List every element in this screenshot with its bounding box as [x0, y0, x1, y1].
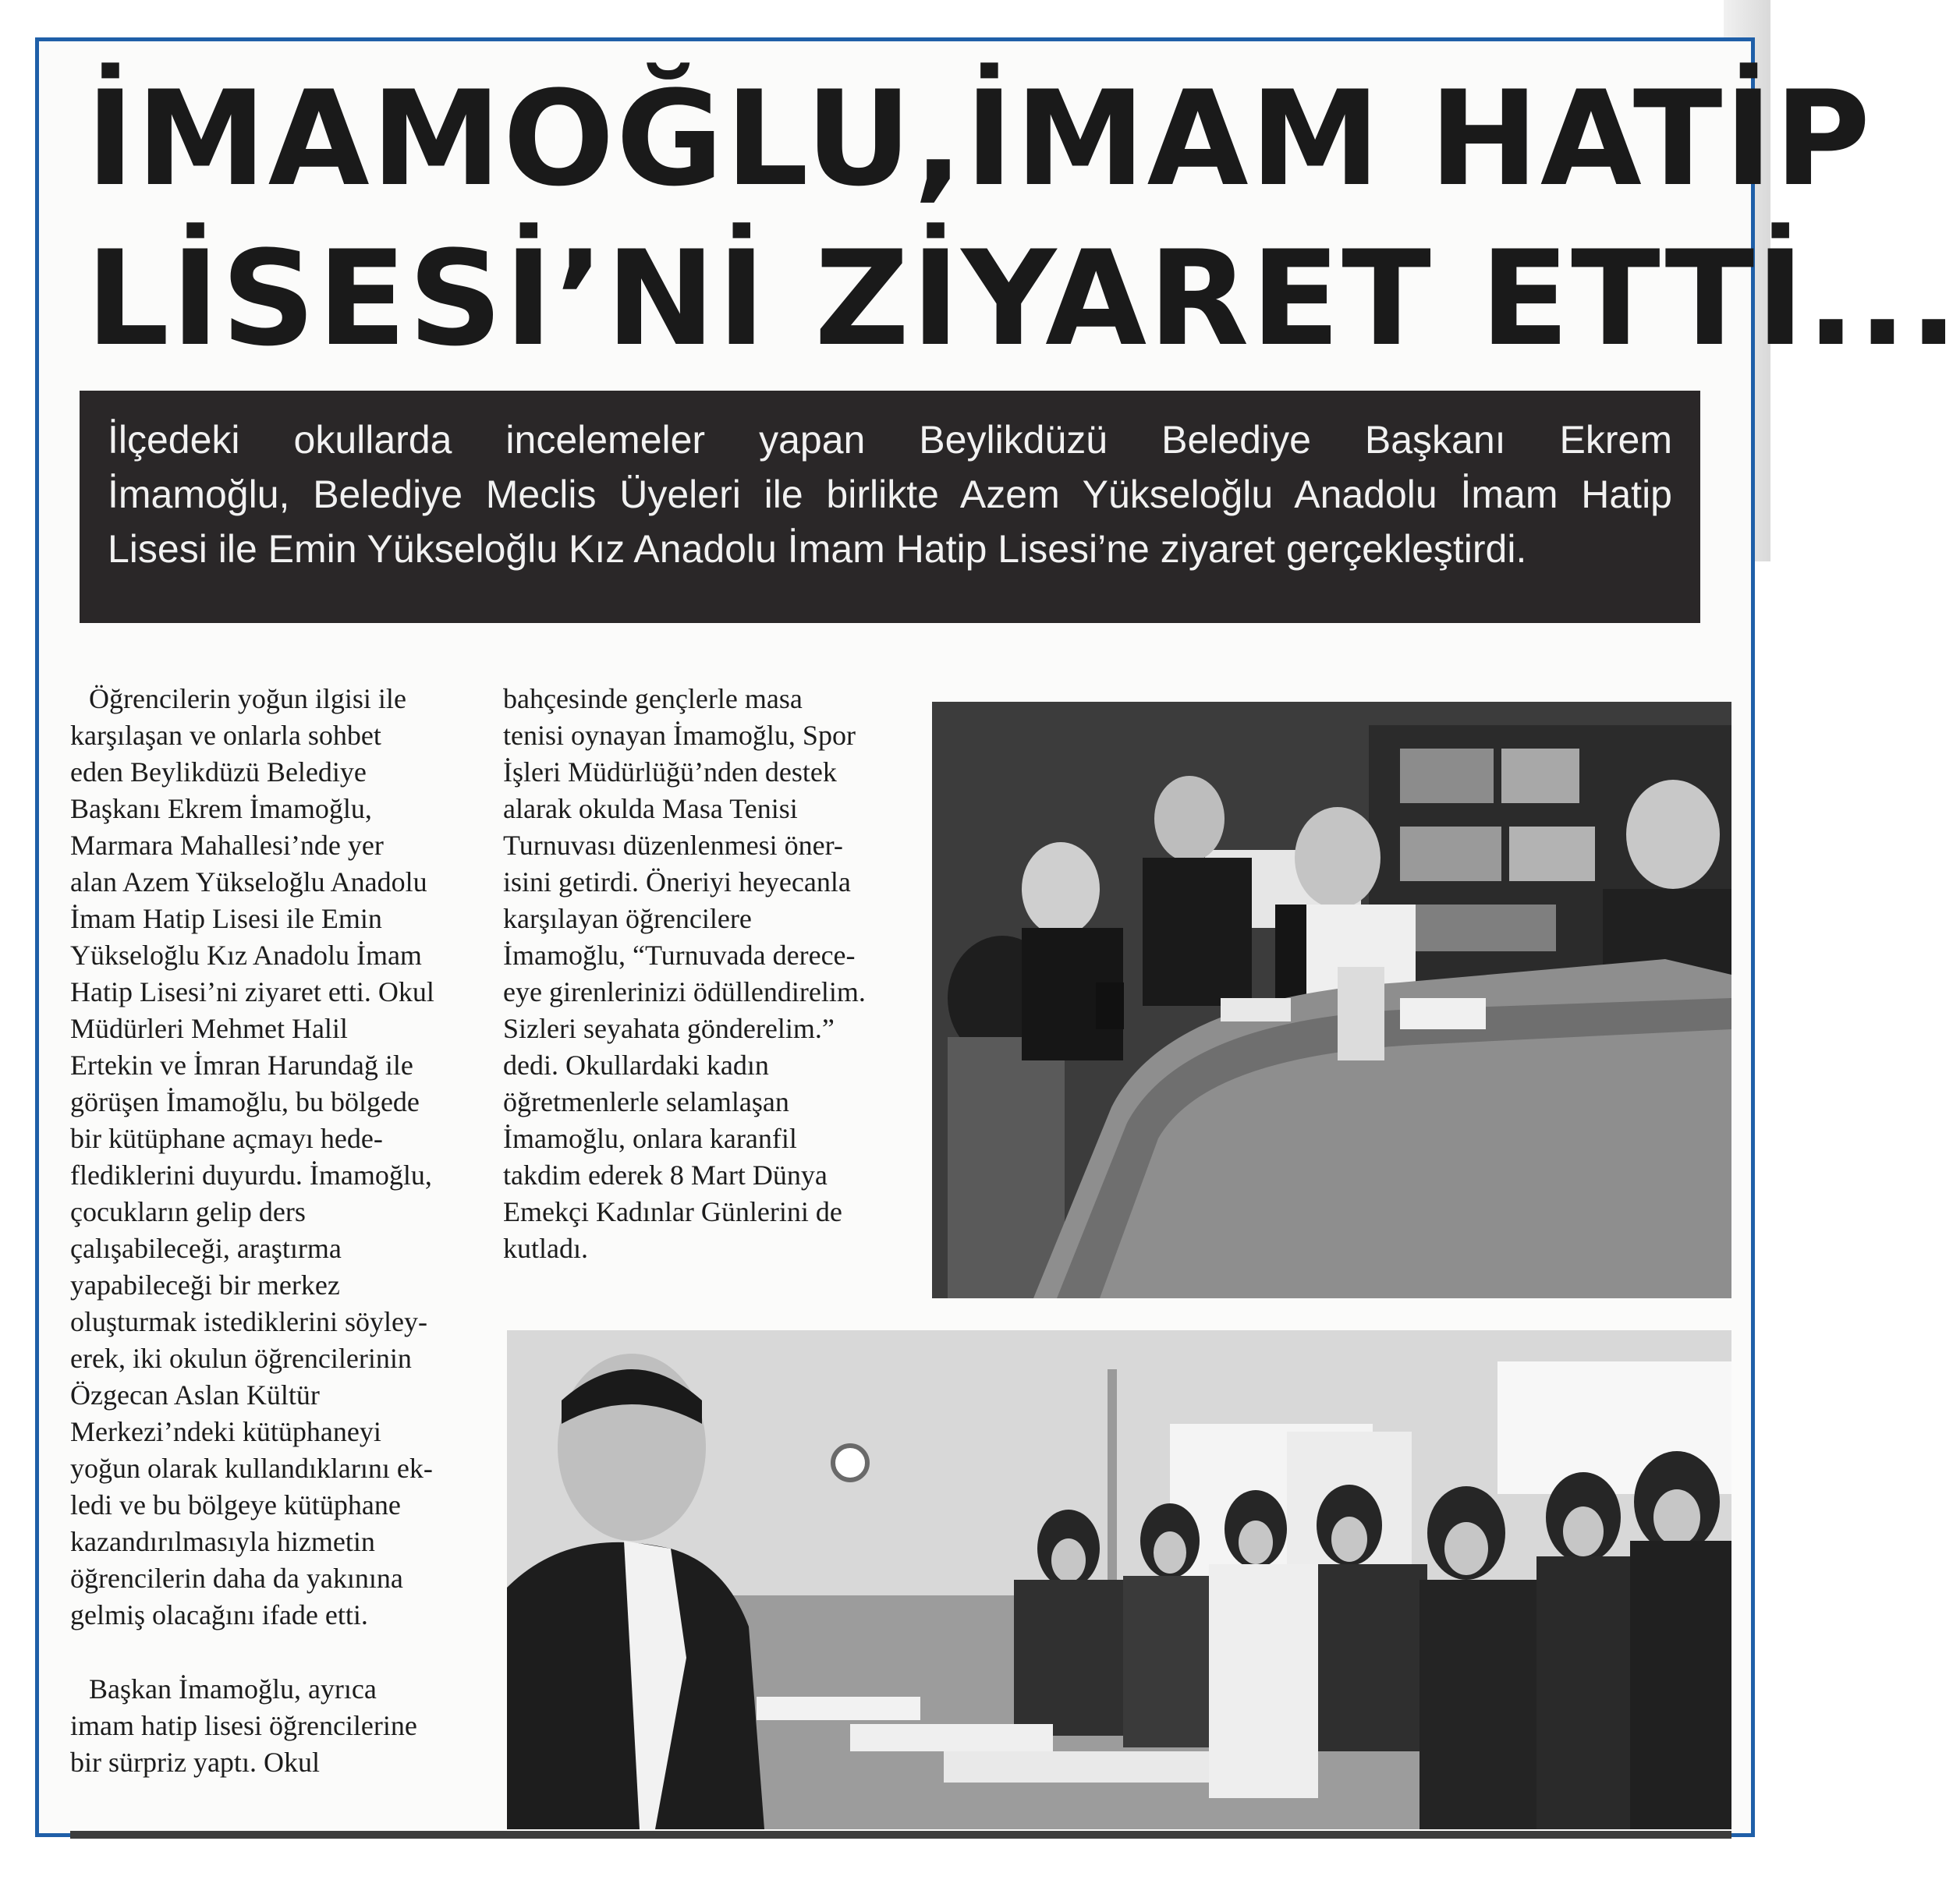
body-line: alarak okulda Masa Tenisi — [503, 793, 798, 824]
headline-line-2: LİSESİ’Nİ ZİYARET ETTİ... — [86, 222, 1960, 375]
classroom-photo-illustration — [507, 1330, 1731, 1829]
body-line: İşleri Müdürlüğü’nden destek — [503, 756, 837, 788]
body-column-2 — [503, 681, 940, 1267]
body-line: Hatip Lisesi’ni ziyaret etti. Okul — [70, 976, 434, 1007]
body-line: kutladı. — [503, 1233, 588, 1264]
body-line: ledi ve bu bölgeye kütüphane — [70, 1489, 401, 1521]
body-line: Merkezi’ndeki kütüphaneyi — [70, 1416, 381, 1447]
body-line: Emekçi Kadınlar Günlerini de — [503, 1196, 842, 1227]
meeting-photo — [932, 702, 1731, 1298]
body-line: isini getirdi. Öneriyi heyecanla — [503, 866, 851, 897]
body-line: öğrencilerin daha da yakınına — [70, 1563, 403, 1594]
body-line: erek, iki okulun öğrencilerinin — [70, 1343, 412, 1374]
body-line: eden Beylikdüzü Belediye — [70, 756, 367, 788]
body-column-1 — [70, 681, 507, 1781]
deck-summary — [80, 391, 1700, 623]
body-line: Başkan İmamoğlu, ayrıca — [89, 1673, 377, 1705]
body-line: Yükseloğlu Kız Anadolu İmam — [70, 940, 422, 971]
newspaper-clipping — [35, 37, 1960, 1837]
deck-line: İlçedeki okullarda incelemeler yapan Beylikdüzü Belediye Başkanı Ekrem — [108, 418, 1672, 462]
headline-line-1: İMAMOĞLU,İMAM HATİP — [86, 62, 1873, 215]
bottom-rule — [70, 1831, 1731, 1839]
body-line: tenisi oynayan İmamoğlu, Spor — [503, 720, 856, 751]
body-line: gelmiş olacağını ifade etti. — [70, 1599, 368, 1630]
body-line: kazandırılmasıyla hizmetin — [70, 1526, 375, 1557]
body-line: bir sürpriz yaptı. Okul — [70, 1747, 320, 1778]
body-line: öğretmenlerle selamlaşan — [503, 1086, 789, 1117]
meeting-photo-illustration — [932, 702, 1731, 1298]
body-line: Sizleri seyahata gönderelim.” — [503, 1013, 835, 1044]
body-line: Ertekin ve İmran Harundağ ile — [70, 1050, 413, 1081]
body-line: İmamoğlu, onlara karanfil — [503, 1123, 797, 1154]
deck-line: İmamoğlu, Belediye Meclis Üyeleri ile birlikte Azem Yükseloğlu Anadolu İmam Hatip — [108, 473, 1672, 516]
body-line: İmamoğlu, “Turnuvada derece- — [503, 940, 856, 971]
classroom-photo — [507, 1330, 1731, 1829]
body-line: Marmara Mahallesi’nde yer — [70, 830, 384, 861]
body-line: çalışabileceği, araştırma — [70, 1233, 342, 1264]
body-line: Müdürleri Mehmet Halil — [70, 1013, 348, 1044]
body-line: bahçesinde gençlerle masa — [503, 683, 803, 714]
body-line: yapabileceği bir merkez — [70, 1269, 340, 1301]
body-line: karşılayan öğrencilere — [503, 903, 752, 934]
body-line: Turnuvası düzenlenmesi öner- — [503, 830, 843, 861]
body-line: alan Azem Yükseloğlu Anadolu — [70, 866, 427, 897]
body-line: Özgecan Aslan Kültür — [70, 1379, 320, 1411]
body-line: görüşen İmamoğlu, bu bölgede — [70, 1086, 420, 1117]
body-line: çocukların gelip ders — [70, 1196, 306, 1227]
body-line: imam hatip lisesi öğrencilerine — [70, 1710, 417, 1741]
body-line: takdim ederek 8 Mart Dünya — [503, 1159, 828, 1191]
paragraph-gap — [70, 1634, 507, 1671]
body-line: oluşturmak istediklerini söyley- — [70, 1306, 427, 1337]
body-line: bir kütüphane açmayı hede- — [70, 1123, 383, 1154]
body-line: dedi. Okullardaki kadın — [503, 1050, 769, 1081]
body-line: Öğrencilerin yoğun ilgisi ile — [89, 683, 406, 714]
body-line: İmam Hatip Lisesi ile Emin — [70, 903, 382, 934]
body-line: yoğun olarak kullandıklarını ek- — [70, 1453, 433, 1484]
deck-line: Lisesi ile Emin Yükseloğlu Kız Anadolu İmam Hatip Lisesi’ne ziyaret gerçekleştirdi. — [108, 527, 1527, 571]
body-line: eye girenlerinizi ödüllendirelim. — [503, 976, 866, 1007]
body-line: flediklerini duyurdu. İmamoğlu, — [70, 1159, 432, 1191]
body-line: karşılaşan ve onlarla sohbet — [70, 720, 381, 751]
body-line: Başkanı Ekrem İmamoğlu, — [70, 793, 372, 824]
